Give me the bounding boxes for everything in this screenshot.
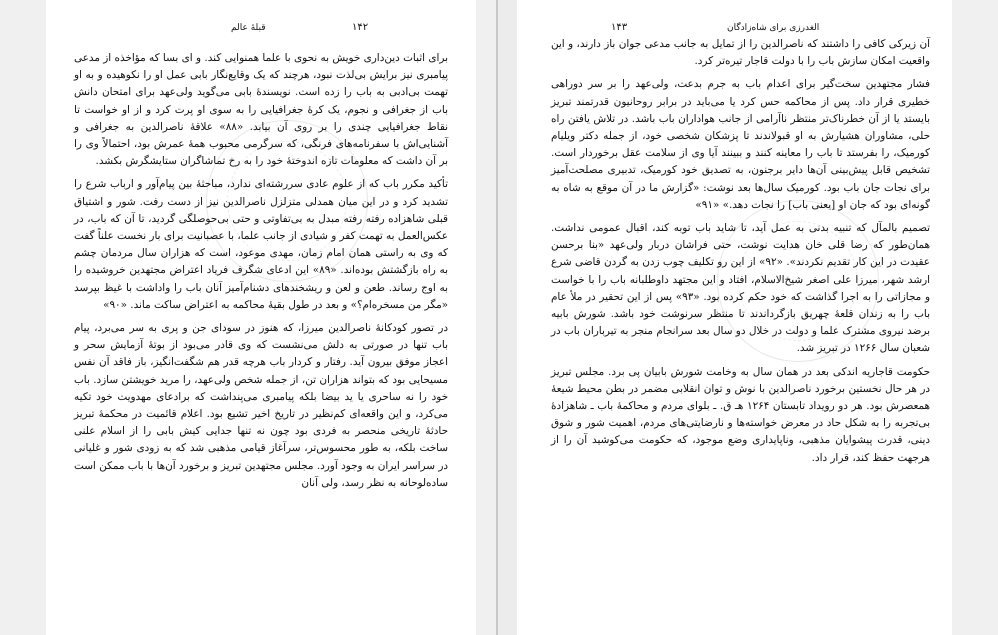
right-page [517,0,952,635]
left-running-title: قبلهٔ عالم [231,23,266,33]
left-page [46,0,476,635]
left-running-head [46,22,476,36]
right-page-number: ۱۴۳ [611,22,628,33]
paragraph: در تصور کودکانهٔ ناصرالدین میرزا، که هنوز در سودای جن و پری به سر می‌برد، پیام باب تنها در صورتی به دلش می‌نشست که وی قادر می‌بود از بوتهٔ آزمایش سحر و اعجاز موفق بیرون آید. رفتار و کردار باب هرچه قدر هم شگفت‌انگیز، باز فاقد آن نفس مسیحایی بود که بتواند هزاران تن، از جمله شخص ولی‌عهد، را مرید خویشتن سازد. باب خود را نه ساحری یا ید بیضا بلکه پیامبری می‌پنداشت که برادعای مهدویت خود تکیه می‌کرد، و این واقعه‌ای کم‌نظیر در تاریخ اخیر تشیع بود. اعلام قائمیت در محکمهٔ تبریز حادثهٔ تاریخی منحصر به فردی بود چون نه تنها جدایی کیش بابی را از اسلام علنی ساخت بلکه، به طور محسوس‌تر، سرآغاز قیامی مذهبی شد که به زودی شور و غلیانی در سراسر ایران به وجود آورد. مجلس مجتهدین تبریز و برخورد آن‌ها با باب ممکن است ساده‌لوحانه به نظر رسد، ولی آنان [74,322,448,489]
left-body-text [74,50,448,498]
right-body-text [551,36,930,473]
right-running-head [517,22,952,36]
paragraph: حکومت قاجاریه اندکی بعد در همان سال به وخامت شورش بابیان پی برد. مجلس تبریز در هر حال نخستین برخورد ناصرالدین با نوش و توان انقلابی مضمر در بطن محیط شیعهٔ همعصرش بود. هر دو رویداد تابستان ۱۲۶۴ هـ ق. ـ بلوای مردم و محاکمهٔ باب ـ شاهزادهٔ بی‌تجربه را به شکل حاد در معرض خواسته‌ها و نارضایتی‌های مردم، اهمیت شور و شوق دینی، قدرت پیشوایان مذهبی، وناپایداری وضع موجود، که حکومت می‌کوشید آن را از هرجهت حفظ کند، قرار داد. [551,365,930,464]
book-gutter [496,0,517,635]
right-running-title: الغدرزی برای شاه‌زادگان [727,23,820,33]
paragraph: تصمیم بالمآل که تنبیه بدنی به عمل آید، تا شاید باب توبه کند، اقبال عمومی نداشت. همان‌طور که رضا قلی خان هدایت نوشت، حتی فراشان دربار ولی‌عهد «بنا برحسن عقیدت در این کار تقدیم نکردند». «۹۲» از این رو تکلیف چوب زدن به گردن قاضی شرع ارشد شهر، میرزا علی اصغر شیخ‌الاسلام، افتاد و این مجتهد داوطلبانه باب را با خواست و مجازاتی را به اجرا گذاشت که خود حکم کرده بود. «۹۳» پس از این تحقیر در ملأ عام باب را به زندان قلعهٔ چهریق بازگرداندند تا منتظر سرنوشت خود باشد. شورش بابیه برضد نیروی مشترک علما و دولت در خلال دو سال بعد سرانجام منجر به تیرباران باب در شعبان سال ۱۲۶۶ در تبریز شد. [551,222,931,355]
paragraph: تأکید مکرر باب که از علوم عادی سررشته‌ای ندارد، مباحثهٔ بین پیام‌آور و ارباب شرع را تشدید کرد و در این میان همدلی متزلزل ناصرالدین نیز از دست رفت. شور و اشتیاق قبلی شاهزاده رفته رفته مبدل به بی‌تفاوتی و حتی بی‌حوصلگی گردید، تا آن که باب، در عکس‌العمل به تهمت کفر و شیادی از جانب علما، با عصبانیت برای بار نخست علناً گفت که وی به راستی همان امام زمان، مهدی موعود، است که هزاران سال مردمان چشم به راه بازگشتش بوده‌اند. «۸۹» این ادعای شگرف فریاد اعتراض مجتهدین خروشیده را به اوج رساند. طعن و لعن و ریشخندهای دشنام‌آمیز آنان باب را واداشت با غیظ بپرسد «مگر من مسخره‌ام؟» و بعد در طول بقیهٔ محاکمه به اعتراض ساکت ماند. «۹۰» [74,178,449,311]
left-page-number: ۱۴۲ [352,22,369,33]
paragraph: آن زیرکی کافی را داشتند که ناصرالدین را از تمایل به جانب مدعی جوان باز دارند، و این واقعیت امکان سازش باب را با دولت قاجار تیره‌تر کرد. [551,38,930,68]
paragraph: فشار مجتهدین سخت‌گیر برای اعدام باب به جرم بدعت، ولی‌عهد را بر سر دوراهی خطیری قرار داد. پس از محاکمه حس کرد یا می‌باید در برابر روحانیون قدرتمند تبریز بایستد یا از آن خطرناک‌تر منتظر ناآرامی از جانب هواداران باب باشد. در تلاش یافتن راه حلی، مشاوران هشیارش به او قبولاندند تا پزشکان شخصی خود، از جمله دکتر ویلیام کورمیک، را بفرستد تا باب را معاینه کنند و ببینند آیا وی از سلامت عقل برخوردار است. تشخیص قابل پیش‌بینی آن‌ها دایر برجنون، به تصدیق خود کورمیک، تدبیری مصلحت‌آمیز برای نجات جان باب بود. کورمیک سال‌ها بعد نوشت: «گزارش ما در آن موقع به شاه به گونه‌ای بود که جان او [یعنی باب] را نجات دهد.» «۹۱» [551,78,930,211]
gutter-divider [496,0,498,635]
paragraph: برای اثبات دین‌داری خویش به نحوی با علما همنوایی کند. و ای بسا که مؤاخذه از مدعی پیامبری نیز برایش بی‌لذت نبود، هرچند که یک وقایع‌نگار بابی عمل او را نکوهیده و به او تهمت بی‌ادبی به باب را زده است. نویسندهٔ بابی می‌گوید ولی‌عهد برای امتحان دانش باب از جغرافی و نجوم، یک کرهٔ جغرافیایی را به سوی او پرت کرد و از او خواست تا نقاط جغرافیایی چندی را بر روی آن بیابد. «۸۸» علاقهٔ ناصرالدین به جغرافی و آشنایی‌اش با سفرنامه‌های فرنگی، که سرگرمی محبوب همهٔ عمرش بود، احتمالاً وی را بر آن داشت که معلومات تازه اندوختهٔ خود را به رخ تماشاگران ستایشگرش بکشد. [74,52,448,168]
